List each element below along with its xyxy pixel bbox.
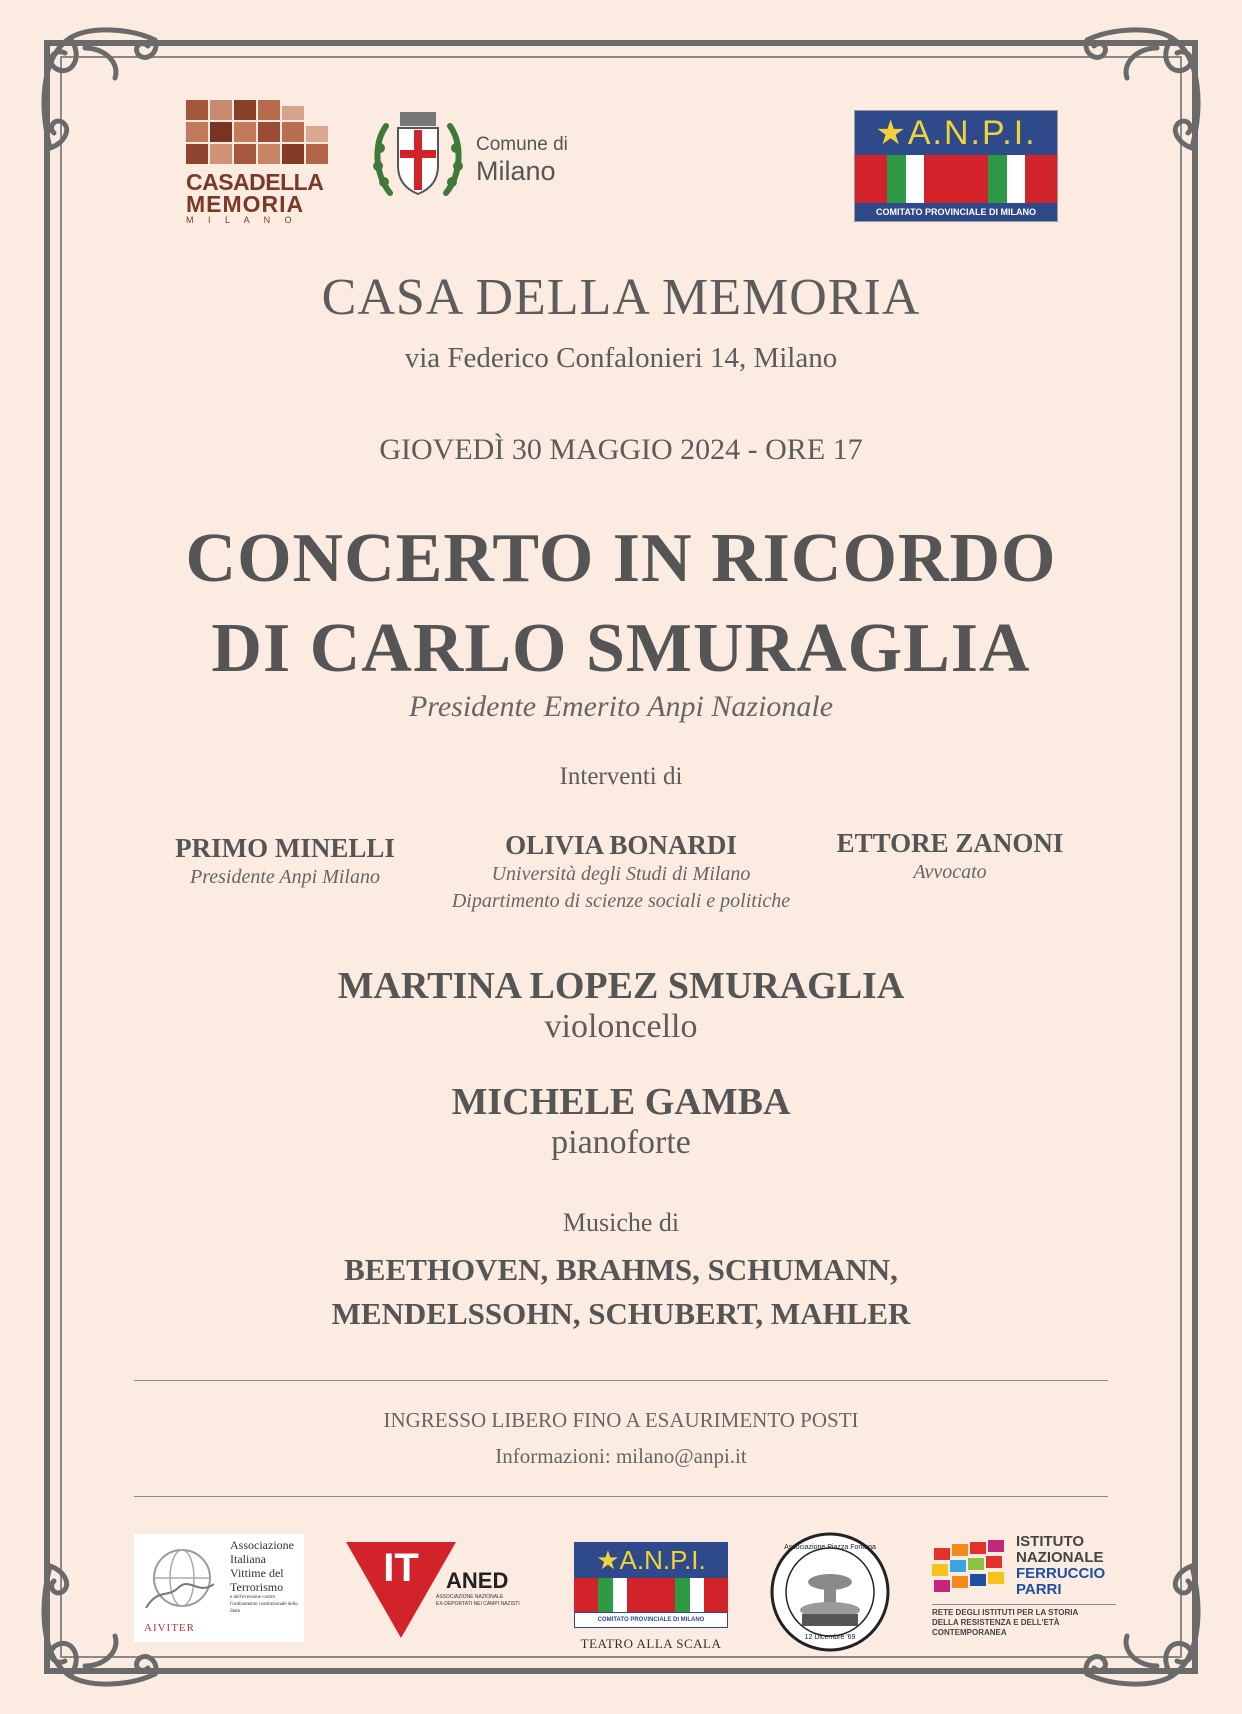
anpi-top-subtitle: COMITATO PROVINCIALE DI MILANO <box>855 203 1057 221</box>
aned-logo <box>346 1542 536 1642</box>
performer <box>0 1080 1242 1162</box>
anpi-top-title: ★A.N.P.I. <box>855 111 1057 155</box>
divider-bottom <box>134 1496 1108 1497</box>
main-title-line1: CONCERTO IN RICORDO <box>185 520 1057 597</box>
performer-instrument: pianoforte <box>551 1124 691 1161</box>
music-intro: Musiche di <box>562 1208 680 1237</box>
aiviter-brand: AIVITER <box>144 1622 195 1634</box>
venue-address: via Federico Confalonieri 14, Milano <box>404 342 838 374</box>
performer-name: MARTINA LOPEZ SMURAGLIA <box>337 965 905 1007</box>
anpi-top-logo <box>854 110 1058 222</box>
italian-flag-stripes <box>855 155 1057 203</box>
speakers-intro: Interventi di <box>559 763 683 790</box>
performer <box>0 964 1242 1046</box>
piazza-fontana-ring-bottom: 12 Dicembre '69 <box>804 1634 856 1641</box>
speaker-name: ETTORE ZANONI <box>836 828 1064 858</box>
speaker-role: Università degli Studi di Milano <box>491 863 751 885</box>
main-title-line2: DI CARLO SMURAGLIA <box>211 610 1031 687</box>
aned-name: ANED <box>446 1568 509 1593</box>
divider-top <box>134 1380 1108 1381</box>
casa-della-memoria-logo <box>186 100 332 230</box>
entry-info: INGRESSO LIBERO FINO A ESAURIMENTO POSTI <box>383 1408 859 1432</box>
speaker-name: PRIMO MINELLI <box>175 833 395 863</box>
performer-name: MICHELE GAMBA <box>451 1081 791 1123</box>
colored-mosaic-icon <box>930 1538 1010 1602</box>
aned-subtitle: ASSOCIAZIONE NAZIONALE EX-DEPORTATI NEI CAMPI NAZISTI <box>436 1594 520 1607</box>
parri-subtitle: RETE DEGLI ISTITUTI PER LA STORIA DELLA RESISTENZA E DELL'ETÀ CONTEMPORANEA <box>932 1604 1116 1638</box>
speaker-card <box>440 830 802 915</box>
speaker-card <box>820 828 1080 886</box>
piazza-fontana-ring-top: Associazione Piazza Fontana <box>784 1544 876 1551</box>
venue-title: CASA DELLA MEMORIA <box>321 269 921 326</box>
aiviter-text: Associazione Italiana Vittime del Terrorismo e dell'eversione contro l'ordinamento costituzionale dello Stato <box>230 1538 298 1614</box>
speaker-role: Avvocato <box>913 861 987 883</box>
aiviter-logo <box>134 1534 304 1642</box>
globe-icon <box>138 1538 222 1628</box>
comune-milano-logo <box>370 108 580 208</box>
composers-line2: MENDELSSOHN, SCHUBERT, MAHLER <box>331 1296 911 1331</box>
composers-line1: BEETHOVEN, BRAHMS, SCHUMANN, <box>344 1252 898 1287</box>
comune-logo-line1: Comune di <box>476 134 568 155</box>
event-date: GIOVEDÌ 30 MAGGIO 2024 - ORE 17 <box>379 433 863 466</box>
casa-logo-line1: CASADELLA <box>186 169 324 195</box>
corner-ornament-top-right <box>1072 18 1212 158</box>
casa-logo-line3: M I L A N O <box>186 215 298 225</box>
main-title <box>0 514 1242 694</box>
anpi-bottom-subtitle: COMITATO PROVINCIALE DI MILANO <box>574 1612 728 1628</box>
anpi-scala-logo <box>574 1542 728 1654</box>
piazza-fontana-logo <box>768 1530 892 1654</box>
corner-ornament-top-left <box>30 18 170 158</box>
speaker-card <box>150 833 420 891</box>
speaker-role: Presidente Anpi Milano <box>190 866 380 888</box>
speaker-name: OLIVIA BONARDI <box>505 830 737 860</box>
main-subtitle: Presidente Emerito Anpi Nazionale <box>408 690 834 723</box>
italian-flag-stripes <box>574 1578 728 1612</box>
parri-title: ISTITUTO NAZIONALE FERRUCCIO PARRI <box>1016 1533 1106 1598</box>
contact-info: Informazioni: milano@anpi.it <box>495 1444 747 1468</box>
milano-coat-of-arms-icon <box>370 108 466 208</box>
performer-instrument: violoncello <box>544 1008 698 1045</box>
brick-mosaic-icon <box>186 100 332 166</box>
casa-logo-line2: MEMORIA <box>186 191 305 217</box>
aned-mark: IT <box>383 1546 419 1590</box>
teatro-scala-text: TEATRO ALLA SCALA <box>580 1636 722 1651</box>
comune-logo-line2: Milano <box>476 156 556 186</box>
speaker-role-detail: Dipartimento di scienze sociali e politiche <box>451 890 791 912</box>
istituto-parri-logo <box>930 1534 1116 1646</box>
anpi-bottom-title: ★A.N.P.I. <box>574 1542 728 1578</box>
composers-list <box>0 1248 1242 1336</box>
